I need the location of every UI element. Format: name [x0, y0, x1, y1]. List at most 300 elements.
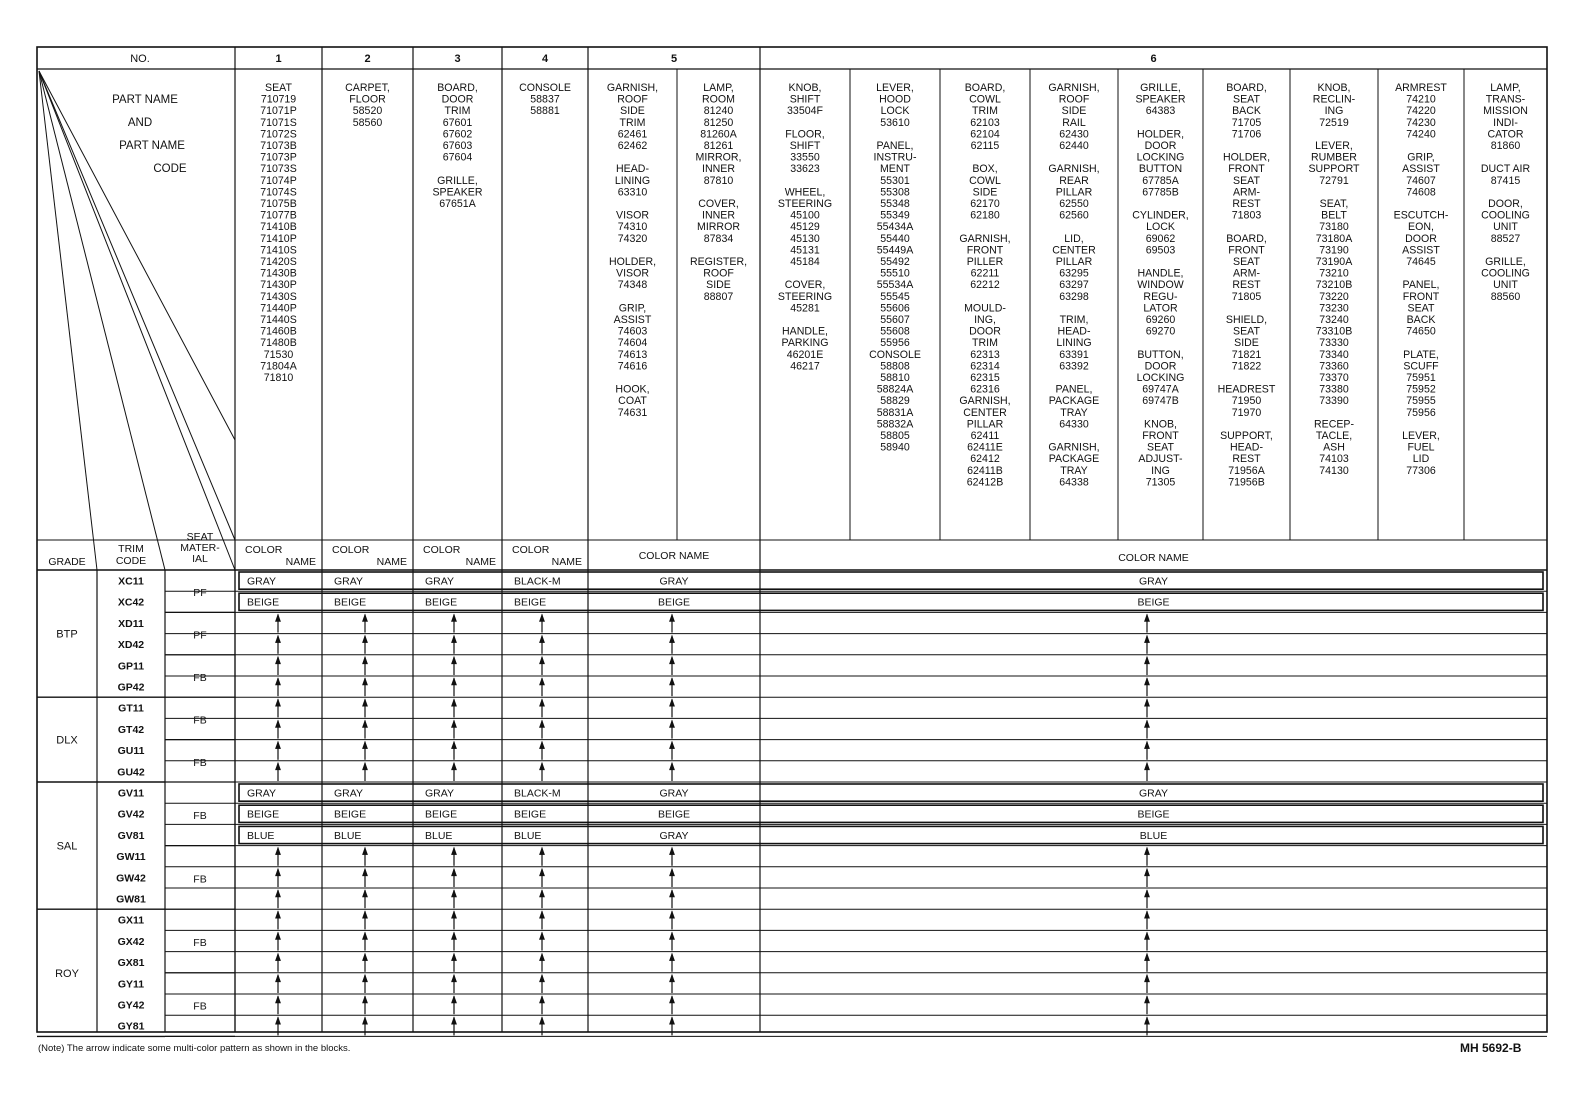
part-entry: 74103 — [1319, 453, 1349, 466]
part-entry: DOOR — [1144, 360, 1177, 373]
pattern-arrow-head — [1145, 1017, 1150, 1024]
part-entry: INSTRU- — [873, 151, 917, 164]
pattern-arrow-head — [540, 975, 545, 982]
part-entry: KNOB, — [788, 82, 822, 94]
color-name-header: COLOR NAME — [638, 550, 710, 562]
color-name-header: NAME — [285, 556, 316, 568]
part-entry: SIDE — [1234, 337, 1259, 350]
part-entry: BACK — [1406, 314, 1436, 326]
part-entry: 55545 — [880, 290, 910, 303]
part-entry: 58829 — [880, 395, 910, 408]
part-entry: 33623 — [790, 163, 820, 176]
pattern-arrow-head — [670, 954, 675, 961]
part-entry: 74603 — [617, 325, 648, 338]
part-entry: TRIM — [972, 337, 998, 350]
trim-code: GV11 — [117, 787, 145, 800]
part-entry: INNER — [702, 209, 735, 222]
part-entry: 71460B — [260, 325, 297, 338]
part-entry: ING — [1151, 464, 1170, 477]
part-entry: 74604 — [617, 337, 648, 350]
part-entry: 74645 — [1406, 256, 1436, 268]
part-entry: 46201E — [786, 348, 824, 361]
part-entry: BOX, — [972, 163, 998, 176]
part-entry: 58832A — [876, 418, 914, 431]
part-entry: TRIM — [444, 105, 471, 118]
part-entry: UNIT — [1493, 221, 1518, 234]
part-entry: 45129 — [790, 221, 820, 234]
part-entry: 58808 — [880, 360, 910, 373]
color-name-header: COLOR — [245, 544, 283, 556]
part-entry: SEAT — [265, 82, 292, 94]
part-entry: ING — [1324, 105, 1344, 118]
part-entry: 71822 — [1231, 360, 1262, 373]
part-entry: PILLAR — [966, 418, 1004, 431]
pattern-arrow-head — [540, 699, 545, 706]
part-entry: BACK — [1232, 105, 1261, 118]
pattern-arrow-head — [540, 678, 545, 685]
no-label: NO. — [130, 53, 150, 65]
part-entry: ASSIST — [1402, 244, 1440, 257]
trim-code-header: CODE — [115, 555, 147, 567]
seat-material-header: IAL — [192, 553, 208, 565]
part-entry: ROOF — [703, 267, 734, 280]
color-name-header: COLOR — [423, 544, 461, 556]
part-entry: 73360 — [1319, 360, 1349, 373]
part-entry: 55608 — [880, 325, 910, 338]
part-entry: DOOR — [969, 325, 1001, 338]
trim-code: GU11 — [117, 745, 145, 758]
trim-code: XD42 — [117, 639, 145, 652]
part-entry: 74631 — [617, 406, 648, 419]
part-entry: REGU- — [1143, 290, 1178, 303]
part-entry: ASSIST — [1402, 163, 1440, 176]
part-entry: 69747B — [1142, 395, 1179, 408]
part-entry: KNOB, — [1317, 82, 1351, 94]
part-entry: GARNISH, — [1048, 163, 1100, 176]
part-entry: 62316 — [970, 383, 1000, 396]
part-entry: 71072S — [260, 128, 297, 141]
pattern-arrow-head — [1145, 614, 1150, 621]
pattern-arrow-head — [276, 975, 281, 982]
part-entry: PILLAR — [1055, 256, 1093, 268]
part-entry: 67785A — [1142, 174, 1179, 187]
color-value: BEIGE — [425, 808, 458, 821]
part-entry: 62461 — [617, 128, 648, 141]
color-value: BLUE — [334, 829, 362, 842]
part-entry: 81250 — [703, 116, 734, 129]
pattern-arrow-head — [363, 911, 368, 918]
part-entry: 62560 — [1059, 209, 1089, 222]
part-entry: 77306 — [1406, 464, 1436, 477]
part-entry: 73230 — [1319, 302, 1349, 315]
part-entry: TACLE, — [1315, 430, 1353, 442]
part-entry: COWL — [969, 174, 1001, 187]
part-entry: 64338 — [1059, 476, 1089, 489]
part-entry: 71480B — [260, 337, 297, 350]
part-entry: 74320 — [617, 232, 648, 245]
part-entry: 69062 — [1145, 232, 1176, 245]
part-entry: 55440 — [880, 232, 910, 245]
part-entry: PANEL, — [1402, 279, 1440, 292]
part-entry: UNIT — [1493, 279, 1518, 292]
trim-code: GY81 — [117, 1020, 145, 1033]
part-entry: 71305 — [1145, 476, 1176, 489]
part-entry: FRONT — [966, 244, 1004, 257]
part-entry: 88527 — [1490, 232, 1521, 245]
color-value: BEIGE — [514, 808, 547, 821]
group-number: 6 — [1150, 53, 1157, 65]
part-entry: MIRROR — [697, 221, 740, 234]
pattern-arrow-head — [1145, 763, 1150, 770]
part-entry: INNER — [702, 163, 735, 176]
part-entry: FRONT — [1402, 290, 1440, 303]
part-entry: SEAT — [1233, 256, 1260, 268]
part-entry: PANEL, — [876, 140, 914, 152]
pattern-arrow-head — [276, 954, 281, 961]
part-entry: DOOR, — [1488, 198, 1523, 210]
part-entry: 67651A — [439, 198, 476, 210]
color-value: GRAY — [247, 575, 276, 588]
pattern-arrow-head — [1145, 678, 1150, 685]
part-entry: 62180 — [970, 209, 1000, 222]
pattern-arrow-head — [452, 763, 457, 770]
part-entry: 72519 — [1319, 116, 1349, 129]
part-entry: BOARD, — [1226, 82, 1267, 94]
part-entry: FLOOR — [349, 93, 386, 106]
pattern-arrow-head — [670, 975, 675, 982]
part-entry: 71071S — [260, 116, 297, 129]
pattern-arrow-head — [363, 720, 368, 727]
part-entry: 55956 — [880, 337, 910, 350]
part-entry: 53610 — [880, 116, 910, 129]
part-entry: 46217 — [790, 360, 820, 373]
pattern-arrow-head — [670, 720, 675, 727]
pattern-arrow-head — [1145, 975, 1150, 982]
part-entry: 73210 — [1319, 267, 1349, 280]
part-entry: 73190 — [1319, 244, 1349, 257]
part-entry: 62462 — [617, 140, 648, 152]
part-entry: 73240 — [1319, 314, 1349, 326]
part-entry: LEVER, — [876, 82, 914, 94]
part-entry: 69270 — [1145, 325, 1176, 338]
part-entry: 45281 — [790, 302, 820, 315]
pattern-arrow-head — [452, 869, 457, 876]
pattern-arrow-head — [276, 848, 281, 855]
part-entry: 88560 — [1490, 290, 1521, 303]
part-entry: 71804A — [260, 360, 297, 373]
part-entry: CYLINDER, — [1132, 209, 1189, 222]
part-entry: 62440 — [1059, 140, 1089, 152]
part-entry: INDI- — [1493, 116, 1518, 129]
part-entry: GARNISH, — [1048, 82, 1100, 94]
pattern-arrow-head — [363, 890, 368, 897]
part-entry: SEAT — [1147, 441, 1174, 454]
part-entry: 63298 — [1059, 290, 1089, 303]
part-entry: 45100 — [790, 209, 820, 222]
part-entry: MENT — [879, 163, 911, 176]
part-entry: WINDOW — [1137, 279, 1184, 292]
pattern-arrow-head — [276, 742, 281, 749]
color-value: BLUE — [1139, 829, 1168, 842]
part-entry: CONSOLE — [869, 348, 921, 361]
part-entry: 73330 — [1319, 337, 1349, 350]
part-entry: 69260 — [1145, 314, 1176, 326]
part-entry: GRILLE, — [1485, 256, 1526, 268]
part-entry: HEAD- — [616, 163, 649, 176]
part-entry: CARPET, — [345, 82, 390, 94]
part-entry: GARNISH, — [1048, 441, 1100, 454]
part-name-header: PART NAME — [112, 94, 178, 106]
trim-code: GY42 — [117, 999, 145, 1012]
part-entry: 67602 — [442, 128, 473, 141]
part-entry: 62212 — [970, 279, 1000, 292]
part-name-header: AND — [127, 117, 153, 129]
part-entry: FRONT — [1228, 163, 1265, 176]
part-entry: CATOR — [1487, 128, 1524, 141]
pattern-arrow-head — [540, 763, 545, 770]
part-entry: SHIELD, — [1225, 314, 1268, 326]
part-entry: 63295 — [1059, 267, 1089, 280]
part-entry: LEVER, — [1315, 140, 1353, 152]
part-entry: 71956B — [1228, 476, 1265, 489]
part-entry: 87834 — [703, 232, 734, 245]
group-number: 4 — [541, 53, 549, 65]
part-entry: 71805 — [1231, 290, 1262, 303]
part-entry: 71077B — [260, 209, 297, 222]
part-entry: HEADREST — [1217, 383, 1276, 396]
pattern-arrow-head — [1145, 932, 1150, 939]
pattern-arrow-head — [540, 869, 545, 876]
trim-code: GW42 — [116, 872, 146, 885]
part-entry: GRILLE, — [437, 174, 478, 187]
part-entry: PILLAR — [1055, 186, 1093, 199]
part-entry: TRIM — [619, 116, 646, 129]
part-entry: 55510 — [880, 267, 910, 280]
part-entry: LEVER, — [1402, 430, 1440, 442]
seat-material: PF — [193, 629, 207, 642]
part-entry: 73390 — [1319, 395, 1349, 408]
part-entry: 72791 — [1319, 174, 1349, 187]
part-entry: FRONT — [1142, 430, 1179, 442]
pattern-arrow-head — [452, 1017, 457, 1024]
part-entry: SEAT — [1233, 174, 1260, 187]
color-value: BLUE — [247, 829, 275, 842]
part-entry: 71073P — [260, 151, 297, 164]
part-entry: LID, — [1064, 232, 1084, 245]
pattern-arrow-head — [363, 869, 368, 876]
seat-material: FB — [193, 873, 207, 886]
part-entry: 58520 — [352, 105, 383, 118]
color-value: GRAY — [425, 787, 454, 800]
pattern-arrow-head — [276, 763, 281, 770]
part-entry: VISOR — [616, 209, 649, 222]
part-entry: 58824A — [876, 383, 914, 396]
pattern-arrow-head — [540, 636, 545, 643]
part-entry: GARNISH, — [959, 395, 1011, 408]
pattern-arrow-head — [363, 699, 368, 706]
part-entry: SIDE — [620, 105, 645, 118]
part-entry: WHEEL, — [784, 186, 826, 199]
trim-code: GT11 — [118, 702, 144, 715]
part-entry: 62315 — [970, 372, 1000, 384]
part-entry: REST — [1232, 198, 1261, 210]
part-entry: 64330 — [1059, 418, 1089, 431]
part-entry: 71970 — [1231, 406, 1262, 419]
color-value: BEIGE — [247, 596, 280, 609]
color-value: BEIGE — [425, 596, 458, 609]
part-entry: 75952 — [1406, 383, 1436, 396]
pattern-arrow-head — [670, 848, 675, 855]
part-entry: LOCK — [880, 105, 910, 118]
part-entry: 55301 — [880, 174, 910, 187]
part-entry: 62313 — [970, 348, 1000, 361]
part-entry: 73210B — [1315, 279, 1353, 292]
part-entry: SEAT — [1233, 325, 1260, 338]
trim-code-header: TRIM — [118, 543, 144, 555]
part-entry: HOLDER, — [1136, 128, 1185, 141]
color-value: GRAY — [247, 787, 276, 800]
part-entry: 55492 — [880, 256, 910, 268]
pattern-arrow-head — [540, 848, 545, 855]
trim-code: GV81 — [117, 829, 145, 842]
pattern-arrow-head — [452, 932, 457, 939]
color-name-header: NAME — [551, 556, 582, 568]
pattern-arrow-head — [452, 657, 457, 664]
part-entry: EON, — [1408, 221, 1434, 234]
seat-material: FB — [193, 672, 207, 684]
part-entry: TRIM — [972, 105, 998, 118]
part-entry: LOCKING — [1136, 151, 1185, 164]
part-entry: FLOOR, — [785, 128, 825, 141]
part-entry: 71071P — [260, 105, 297, 118]
part-entry: HOLDER, — [1222, 151, 1271, 164]
part-entry: 63310 — [617, 186, 648, 199]
part-entry: 58940 — [880, 441, 910, 454]
pattern-arrow-head — [276, 657, 281, 664]
part-entry: SEAT — [1407, 302, 1435, 315]
part-entry: SEAT, — [1319, 198, 1349, 210]
part-entry: 73310B — [1315, 325, 1353, 338]
pattern-arrow-head — [670, 996, 675, 1003]
part-entry: BOARD, — [964, 82, 1006, 94]
part-entry: MISSION — [1483, 105, 1528, 118]
part-entry: COWL — [969, 93, 1001, 106]
part-entry: 62314 — [970, 360, 1000, 373]
part-entry: ING, — [974, 314, 996, 326]
part-entry: 71440P — [260, 302, 297, 315]
pattern-arrow-head — [452, 742, 457, 749]
part-entry: 69503 — [1145, 244, 1176, 257]
pattern-arrow-head — [1145, 954, 1150, 961]
part-entry: 74608 — [1406, 186, 1436, 199]
color-value: GRAY — [1139, 575, 1168, 588]
part-entry: 63392 — [1059, 360, 1089, 373]
part-entry: DOOR — [441, 93, 474, 106]
pattern-arrow-head — [276, 911, 281, 918]
part-entry: 71410B — [260, 221, 297, 234]
part-entry: 45131 — [790, 244, 820, 257]
color-value: BEIGE — [334, 808, 367, 821]
part-entry: 67604 — [442, 151, 473, 164]
part-entry: 55606 — [880, 302, 910, 315]
part-entry: LINING — [614, 174, 651, 187]
part-entry: 71074P — [260, 174, 297, 187]
seat-material: FB — [193, 809, 207, 822]
part-entry: 58805 — [880, 430, 910, 442]
part-entry: 55607 — [880, 314, 910, 326]
part-entry: 710719 — [260, 93, 297, 106]
part-entry: 45130 — [790, 232, 820, 245]
part-entry: 71803 — [1231, 209, 1262, 222]
part-entry: 33504F — [787, 105, 823, 118]
part-entry: 45184 — [790, 256, 820, 268]
pattern-arrow-head — [670, 699, 675, 706]
part-entry: 73380 — [1319, 383, 1349, 396]
pattern-arrow-head — [276, 699, 281, 706]
part-entry: 73220 — [1319, 290, 1349, 303]
part-entry: 71430S — [260, 290, 297, 303]
pattern-arrow-head — [363, 848, 368, 855]
pattern-arrow-head — [540, 614, 545, 621]
pattern-arrow-head — [452, 636, 457, 643]
part-entry: RUMBER — [1311, 151, 1357, 164]
part-entry: 81240 — [703, 105, 734, 118]
part-entry: 73190A — [1315, 256, 1353, 268]
pattern-arrow-head — [276, 614, 281, 621]
pattern-arrow-head — [1145, 911, 1150, 918]
part-entry: 55348 — [880, 198, 910, 210]
pattern-arrow-head — [363, 614, 368, 621]
part-entry: SIDE — [706, 279, 731, 292]
trim-code: GX81 — [117, 957, 145, 970]
pattern-arrow-head — [363, 678, 368, 685]
part-entry: TRAY — [1060, 406, 1088, 419]
pattern-arrow-head — [540, 1017, 545, 1024]
pattern-arrow-head — [363, 932, 368, 939]
pattern-arrow-head — [452, 911, 457, 918]
part-entry: HOOD — [879, 93, 911, 106]
pattern-arrow-head — [276, 636, 281, 643]
part-entry: 71075B — [260, 198, 297, 210]
part-entry: 55434A — [876, 221, 914, 234]
part-entry: 71950 — [1231, 395, 1262, 408]
pattern-arrow-head — [540, 890, 545, 897]
part-entry: 74616 — [617, 360, 648, 373]
part-entry: COOLING — [1481, 267, 1530, 280]
part-entry: 62412B — [966, 476, 1004, 489]
table-text — [48, 53, 1530, 1033]
trim-code: GP11 — [117, 660, 145, 673]
part-entry: 33550 — [790, 151, 820, 164]
color-name-header: COLOR NAME — [1118, 552, 1189, 564]
seat-material-header: MATER- — [180, 542, 220, 554]
part-entry: GRILLE, — [1140, 82, 1181, 94]
part-entry: SPEAKER — [1135, 93, 1186, 106]
part-entry: LINING — [1056, 337, 1092, 350]
part-entry: ASH — [1323, 441, 1345, 454]
part-entry: HOLDER, — [608, 256, 657, 268]
color-value: BEIGE — [514, 596, 547, 609]
color-value: BLUE — [514, 829, 542, 842]
pattern-arrow-head — [540, 911, 545, 918]
part-entry: 71956A — [1228, 464, 1265, 477]
pattern-arrow-head — [540, 932, 545, 939]
part-entry: PLATE, — [1403, 348, 1439, 361]
color-value: GRAY — [659, 787, 689, 800]
trim-code: GT42 — [117, 723, 145, 736]
pattern-arrow-head — [363, 1017, 368, 1024]
color-value: BLUE — [425, 829, 453, 842]
